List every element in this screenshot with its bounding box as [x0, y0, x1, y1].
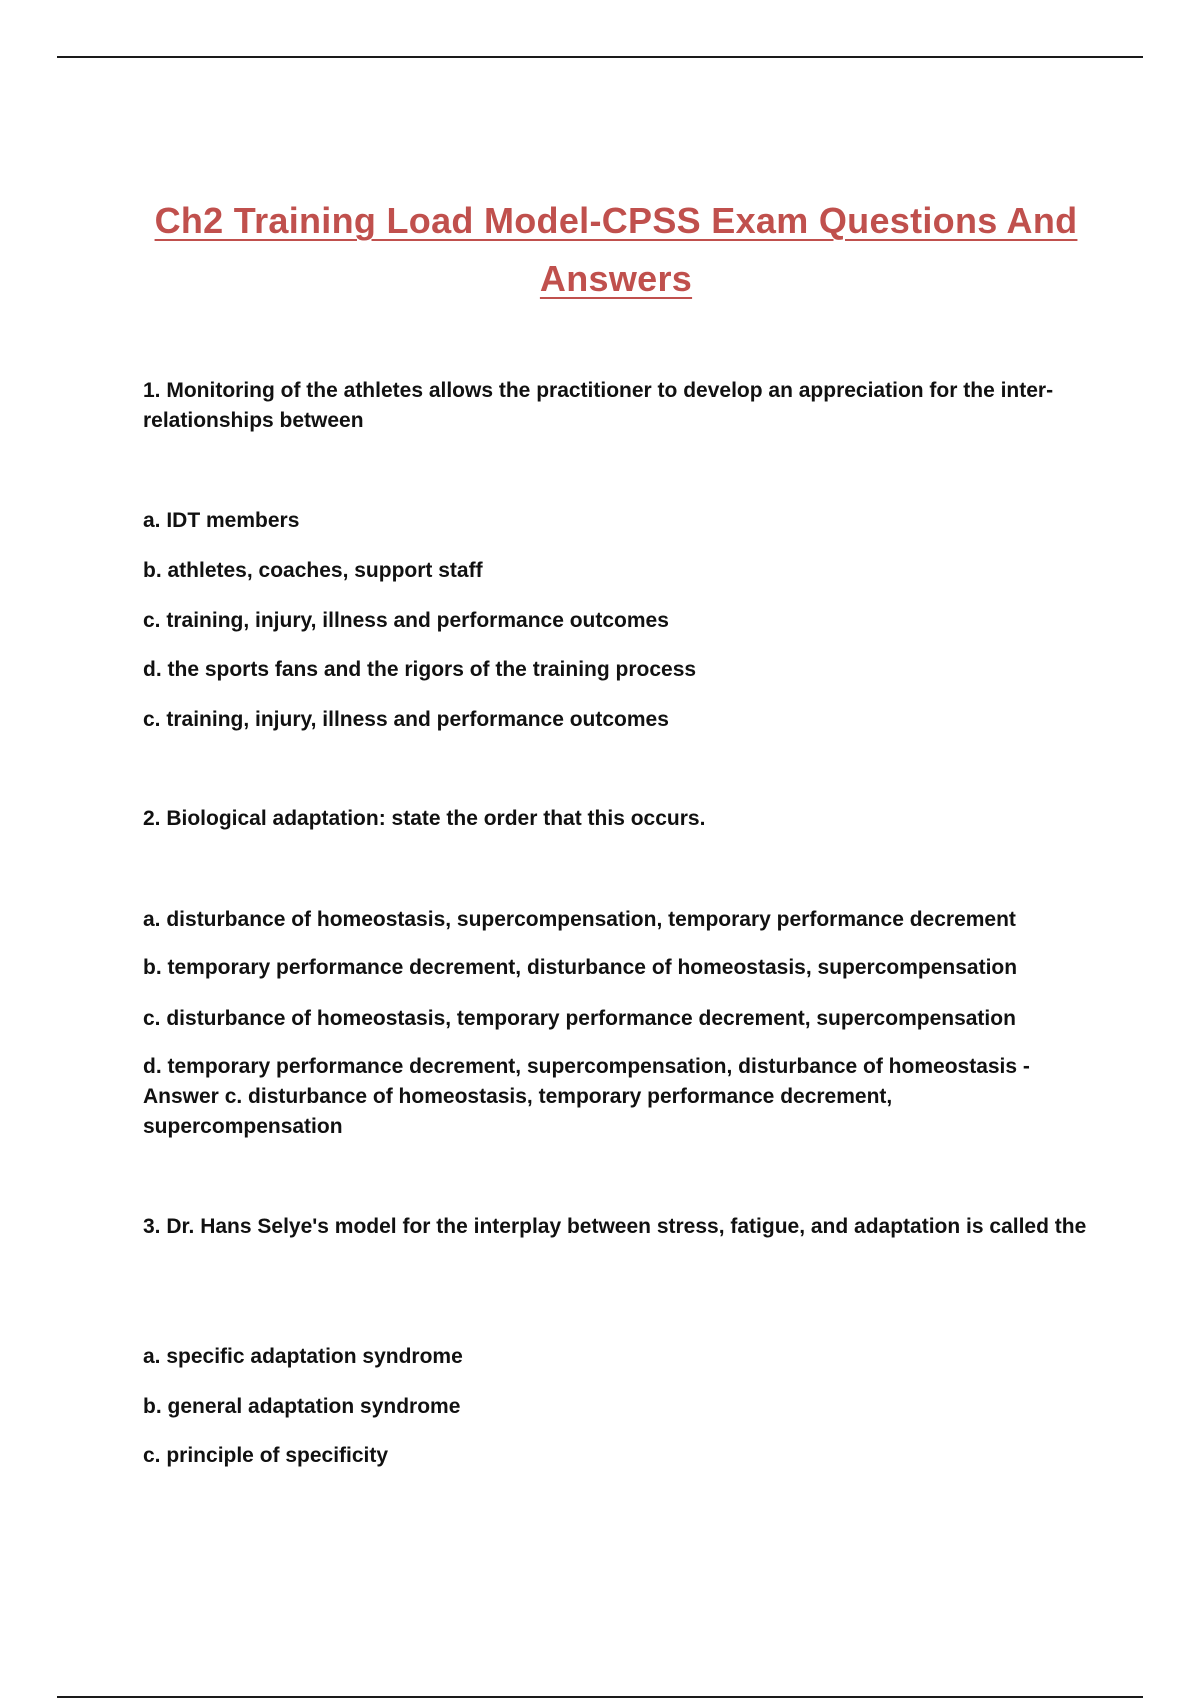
question-1-option-c: c. training, injury, illness and performance outcomes — [143, 609, 669, 632]
document-title — [120, 192, 1112, 308]
question-1-answer: c. training, injury, illness and performance outcomes — [143, 708, 669, 731]
question-3-option-a: a. specific adaptation syndrome — [143, 1345, 463, 1368]
question-2-option-d-with-answer: d. temporary performance decrement, supercompensation, disturbance of homeostasis - Answer c. disturbance of homeostasis, temporary performance decrement, supercompensation — [143, 1055, 1030, 1138]
question-1-option-b: b. athletes, coaches, support staff — [143, 559, 483, 582]
bottom-rule — [57, 1696, 1143, 1698]
question-1-option-a: a. IDT members — [143, 509, 300, 532]
question-2-prompt: 2. Biological adaptation: state the order that this occurs. — [143, 807, 706, 830]
question-3-option-c: c. principle of specificity — [143, 1444, 389, 1467]
question-2-option-c: c. disturbance of homeostasis, temporary performance decrement, supercompensation — [143, 1007, 1016, 1030]
question-1-prompt: 1. Monitoring of the athletes allows the practitioner to develop an appreciation for the inter-relationships between — [143, 379, 1054, 432]
question-2-option-b: b. temporary performance decrement, disturbance of homeostasis, supercompensation — [143, 956, 1018, 979]
question-3-prompt: 3. Dr. Hans Selye's model for the interplay between stress, fatigue, and adaptation is called the — [143, 1215, 1087, 1238]
question-2-option-a: a. disturbance of homeostasis, supercompensation, temporary performance decrement — [143, 908, 1016, 931]
document-title-text: Ch2 Training Load Model-CPSS Exam Questions And Answers — [154, 200, 1078, 299]
question-3-option-b: b. general adaptation syndrome — [143, 1395, 461, 1418]
question-1-option-d: d. the sports fans and the rigors of the training process — [143, 658, 697, 681]
top-rule — [57, 56, 1143, 58]
